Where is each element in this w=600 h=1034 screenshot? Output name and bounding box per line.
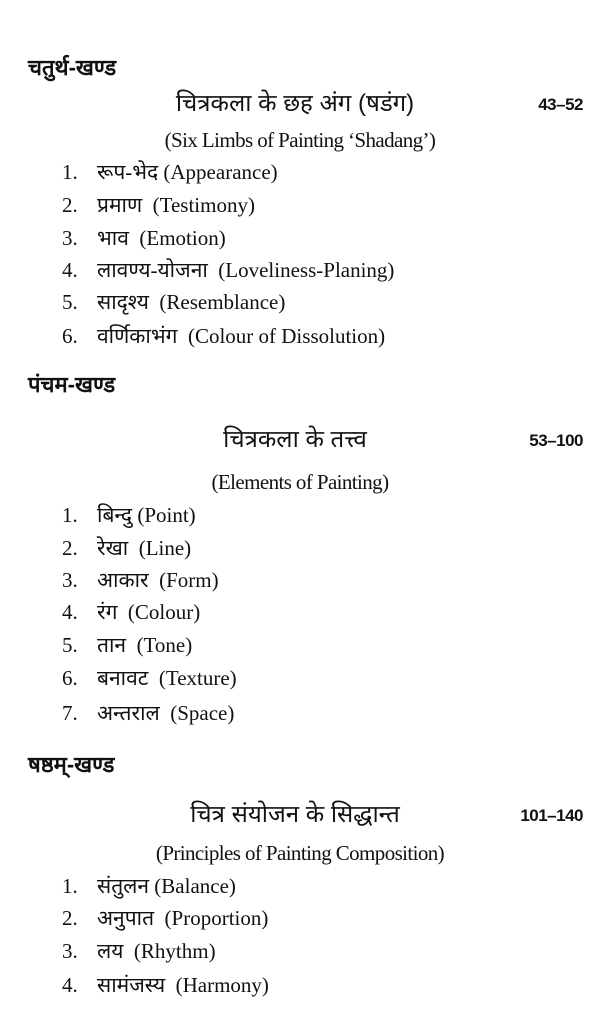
chapter-title-text: चित्रकला के तत्त्व [223, 426, 367, 453]
list-item [62, 599, 201, 624]
item-text: तान (Tone) [97, 632, 193, 657]
item-number: 2. [62, 192, 78, 217]
section-heading: पंचम-खण्ड [28, 372, 116, 397]
item-number: 6. [62, 323, 78, 348]
item-number: 5. [62, 632, 78, 657]
item-number: 1. [62, 502, 78, 527]
item-text: लावण्य-योजना (Loveliness-Planing) [97, 257, 395, 282]
list-item [62, 289, 286, 314]
chapter-title [0, 92, 600, 116]
item-number: 6. [62, 665, 78, 690]
list-item [62, 535, 192, 560]
list-item [62, 632, 193, 657]
list-item [62, 159, 278, 184]
chapter-title-text: चित्र संयोजन के सिद्धान्त [190, 801, 400, 828]
list-item [62, 192, 255, 217]
item-text: रेखा (Line) [97, 535, 192, 560]
item-number: 4. [62, 599, 78, 624]
item-text: सामंजस्य (Harmony) [97, 972, 269, 997]
item-number: 5. [62, 289, 78, 314]
list-item [62, 972, 269, 997]
item-text: रूप-भेद (Appearance) [97, 159, 278, 184]
item-text: वर्णिकाभंग (Colour of Dissolution) [97, 323, 386, 348]
list-item [62, 323, 386, 348]
list-item [62, 873, 236, 898]
item-text: आकार (Form) [97, 567, 219, 592]
item-text: अनुपात (Proportion) [97, 905, 269, 930]
section-heading: चतुर्थ-खण्ड [28, 55, 117, 80]
list-item [62, 700, 235, 725]
item-text: बनावट (Texture) [97, 665, 237, 690]
item-number: 2. [62, 905, 78, 930]
item-number: 2. [62, 535, 78, 560]
list-item [62, 938, 216, 963]
item-number: 4. [62, 257, 78, 282]
item-text: रंग (Colour) [97, 599, 201, 624]
page-range: 101–140 [520, 805, 583, 825]
chapter-title-text: चित्रकला के छह अंग (षडंग) [175, 90, 415, 117]
item-number: 7. [62, 700, 78, 725]
list-item [62, 665, 237, 690]
section-heading: षष्ठम्-खण्ड [28, 752, 115, 777]
chapter-subtitle: (Elements of Painting) [211, 469, 389, 494]
item-number: 1. [62, 873, 78, 898]
item-text: बिन्दु (Point) [97, 502, 196, 527]
list-item [62, 905, 269, 930]
page-range: 53–100 [529, 430, 583, 450]
list-item [62, 257, 395, 282]
item-number: 1. [62, 159, 78, 184]
item-number: 3. [62, 225, 78, 250]
chapter-title [0, 428, 600, 452]
chapter-title [0, 803, 600, 827]
page-range: 43–52 [538, 94, 583, 114]
chapter-subtitle: (Six Limbs of Painting ‘Shadang’) [164, 127, 436, 152]
item-number: 4. [62, 972, 78, 997]
item-text: प्रमाण (Testimony) [97, 192, 255, 217]
list-item [62, 225, 226, 250]
chapter-subtitle: (Principles of Painting Composition) [155, 840, 445, 865]
item-text: सादृश्य (Resemblance) [97, 289, 286, 314]
list-item [62, 502, 196, 527]
item-text: अन्तराल (Space) [97, 700, 235, 725]
item-text: भाव (Emotion) [97, 225, 226, 250]
item-text: लय (Rhythm) [97, 938, 216, 963]
list-item [62, 567, 219, 592]
item-text: संतुलन (Balance) [97, 873, 236, 898]
item-number: 3. [62, 938, 78, 963]
item-number: 3. [62, 567, 78, 592]
